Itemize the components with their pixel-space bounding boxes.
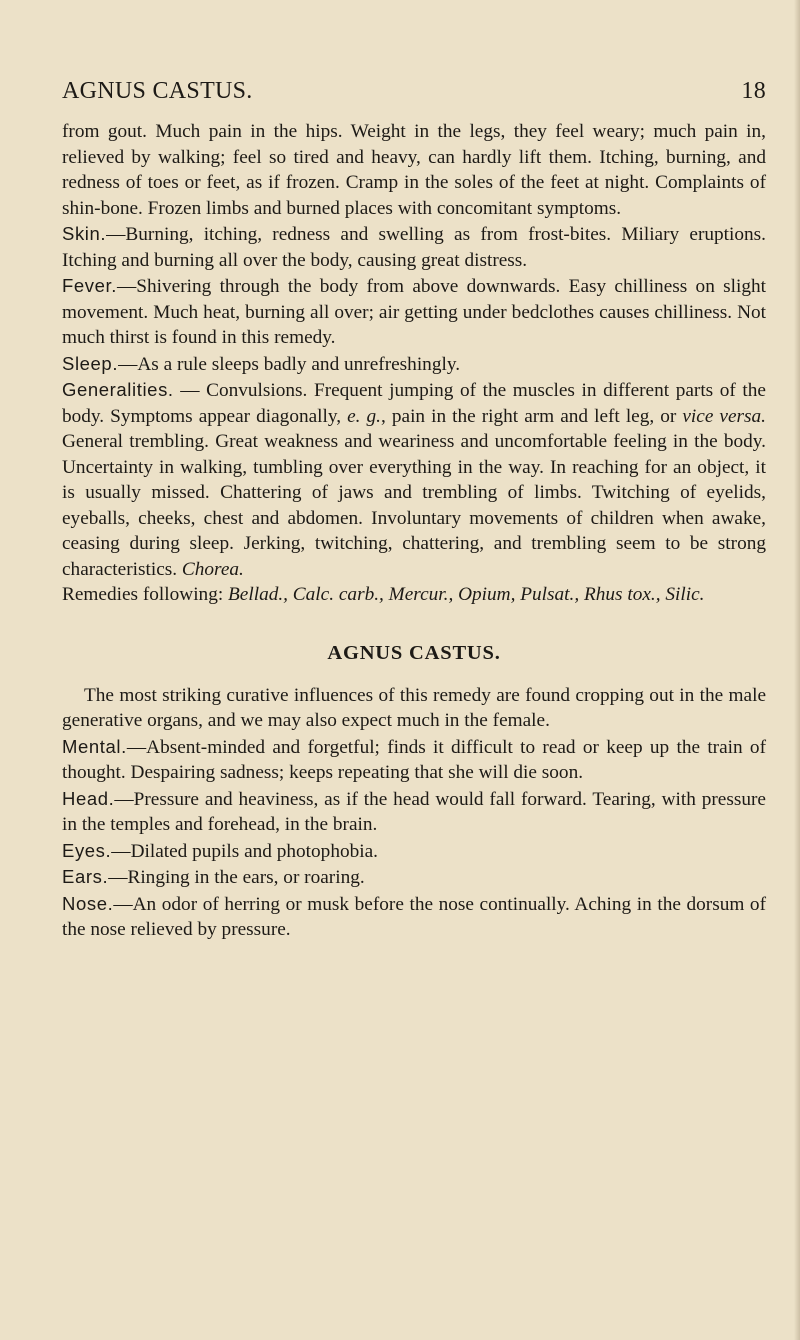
entry-skin (62, 221, 766, 273)
remedies-following (62, 582, 766, 608)
section-intro: The most striking curative influences of this remedy are found cropping out in the male generative organs, and we may also expect much in the female. (62, 684, 766, 731)
entry-text: — Convulsions. Frequent jumping of the muscles in different parts of the body. Symptoms appear diagonally, (62, 380, 766, 427)
entry-fever (62, 273, 766, 351)
entry-label: Nose. (62, 892, 114, 914)
remedies-list: Bellad., Calc. carb., Mercur., Opium, Pulsat., Rhus tox., Silic. (228, 584, 705, 605)
entry-text-italic: Chorea. (181, 558, 244, 580)
entry-label: Mental. (62, 735, 127, 757)
section-title: AGNUS CASTUS. (327, 641, 501, 664)
entry-text: —Absent-minded and forgetful; finds it difficult to read or keep up the train of thought. Despairing sadness; keeps repeating that she will die soon. (62, 736, 766, 783)
entry-text: General trembling. Great weakness and weariness and uncomfortable feeling in the body. Uncertainty in walking, tumbling over everything in the way. In reaching for an object, it is usually missed. Chattering of jaws and trembling of limbs. Twitching of eyelids, eyeballs, cheeks, chest and abdomen. Involuntary movements of children when awake, ceasing during sleep. Jerking, twitching, chattering, and trembling seem to be strong characteristics. (62, 431, 766, 580)
page-edge-shadow (794, 0, 800, 1340)
entry-ears (62, 864, 766, 891)
entry-text-italic: vice versa. (682, 405, 766, 427)
entry-label: Fever. (62, 275, 118, 296)
entry-label: Skin. (62, 223, 107, 244)
entry-text-italic: e. g. (347, 405, 382, 427)
entry-text: —An odor of herring or musk before the nose continually. Aching in the dorsum of the nose relieved by pressure. (62, 893, 766, 940)
page (62, 78, 766, 943)
paragraph-continuation: from gout. Much pain in the hips. Weight in the legs, they feel weary; much pain in, relieved by walking; feel so tired and heavy, can hardly lift them. Itching, burning, and redness of toes or feet, as if frozen. Cramp in the soles of the feet at night. Complaints of shin-bone. Frozen limbs and burned places with concomitant symptoms. (62, 121, 766, 219)
entry-mental (62, 734, 766, 786)
entry-generalities (62, 377, 766, 582)
entry-head (62, 786, 766, 838)
remedies-lead: Remedies following: (62, 584, 229, 605)
entry-text: —Shivering through the body from above downwards. Easy chilliness on slight movement. Much heat, burning all over; air getting under bedclothes causes chilliness. Not much thirst is found in this remedy. (62, 276, 766, 348)
entry-label: Ears. (62, 866, 109, 887)
running-head (62, 78, 766, 105)
entry-text: —Pressure and heaviness, as if the head would fall forward. Tearing, with pressure in the temples and forehead, in the brain. (62, 788, 766, 835)
entry-nose (62, 891, 766, 943)
entry-text: —Burning, itching, redness and swelling as from frost-bites. Miliary eruptions. Itching and burning all over the body, causing great distress. (62, 224, 766, 271)
entry-text: , pain in the right arm and left leg, or (381, 405, 683, 427)
page-number: 18 (741, 78, 766, 104)
entry-text: —As a rule sleeps badly and unrefreshingly. (118, 353, 461, 375)
entry-label: Eyes. (62, 839, 112, 861)
running-head-title: AGNUS CASTUS. (62, 78, 253, 104)
entry-text: —Ringing in the ears, or roaring. (108, 867, 365, 888)
entry-eyes (62, 838, 766, 865)
entry-text: —Dilated pupils and photophobia. (111, 840, 378, 862)
entry-label: Head. (62, 787, 115, 809)
entry-label: Generalities. (62, 379, 174, 400)
entry-label: Sleep. (62, 352, 119, 374)
entry-sleep (62, 351, 766, 378)
